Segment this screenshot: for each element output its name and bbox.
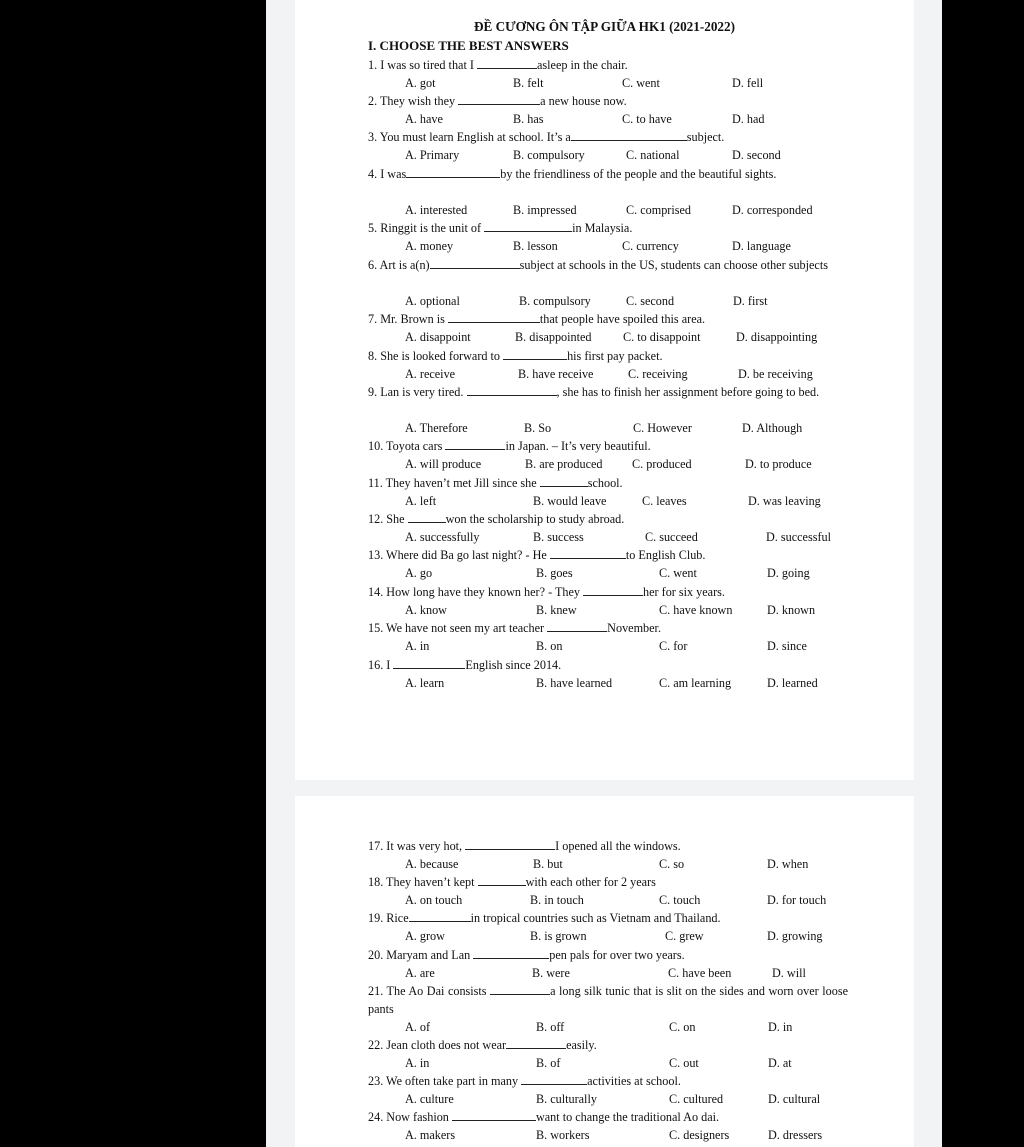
answer-blank	[393, 656, 465, 669]
question-text-continued: , she has to finish her assignment before going to bed.	[556, 385, 820, 399]
question-text: 21. The Ao Dai consists	[368, 984, 491, 998]
option-a: A. culture	[405, 1092, 454, 1106]
option-a: A. will produce	[405, 457, 482, 471]
question-19	[368, 909, 848, 927]
option-b: B. but	[533, 857, 563, 871]
option-c: C. to disappoint	[623, 330, 701, 344]
question-text-continued: easily.	[566, 1038, 597, 1052]
answer-blank	[458, 92, 540, 105]
option-c: C. so	[659, 857, 685, 871]
option-b: B. compulsory	[519, 294, 591, 308]
option-d: D. growing	[767, 929, 823, 943]
option-c: C. have known	[659, 603, 733, 617]
question-text: 24. Now fashion	[368, 1110, 452, 1124]
option-a: A. in	[405, 1056, 430, 1070]
option-b: B. in touch	[530, 893, 584, 907]
option-d: D. cultural	[768, 1092, 821, 1106]
option-a: A. Therefore	[405, 421, 468, 435]
answer-blank	[583, 583, 643, 596]
option-a: A. grow	[405, 929, 445, 943]
question-text-continued: his first pay packet.	[567, 349, 663, 363]
option-a: A. learn	[405, 676, 445, 690]
question-22	[368, 1036, 848, 1054]
document-title: ĐỀ CƯƠNG ÔN TẬP GIỮA HK1 (2021-2022)	[473, 19, 736, 34]
option-a: A. Primary	[405, 148, 460, 162]
question-text-continued: pen pals for over two years.	[549, 948, 685, 962]
option-c: C. comprised	[626, 203, 691, 217]
page-2	[295, 796, 914, 1147]
question-12	[368, 510, 848, 528]
question-text-continued: won the scholarship to study abroad.	[445, 512, 625, 526]
option-d: D. when	[767, 857, 809, 871]
question-text: 1. I was so tired that I	[368, 58, 477, 72]
question-text: 8. She is looked forward to	[368, 349, 504, 363]
option-b: B. lesson	[513, 239, 558, 253]
option-a: A. go	[405, 566, 433, 580]
answer-blank	[540, 474, 588, 487]
answer-blank	[550, 546, 626, 559]
question-text: 14. How long have they known her? - They	[368, 585, 584, 599]
option-d: D. fell	[732, 76, 764, 90]
answer-blank	[521, 1072, 587, 1085]
question-text: 2. They wish they	[368, 94, 459, 108]
option-c: C. second	[626, 294, 675, 308]
option-a: A. of	[405, 1020, 431, 1034]
question-text: 16. I	[368, 658, 394, 672]
question-text-continued: asleep in the chair.	[537, 58, 628, 72]
question-2	[368, 92, 848, 110]
option-b: B. have learned	[536, 676, 613, 690]
question-text: 4. I was	[368, 167, 407, 181]
question-text-continued: a long silk tunic that is slit on the sides and worn over loose pants	[368, 984, 848, 1016]
question-5	[368, 219, 848, 237]
question-15	[368, 619, 848, 637]
option-d: D. disappointing	[736, 330, 818, 344]
option-a: A. know	[405, 603, 447, 617]
option-a: A. have	[405, 112, 443, 126]
option-a: A. because	[405, 857, 459, 871]
option-b: B. success	[533, 530, 584, 544]
option-b: B. off	[536, 1020, 565, 1034]
question-text-continued: in Japan. – It’s very beautiful.	[505, 439, 651, 453]
option-a: A. left	[405, 494, 437, 508]
answer-blank	[408, 510, 446, 523]
option-a: A. receive	[405, 367, 456, 381]
option-a: A. successfully	[405, 530, 480, 544]
question-text: 19. Rice	[368, 911, 409, 925]
page-1	[295, 0, 914, 780]
option-b: B. is grown	[530, 929, 587, 943]
question-text-continued: in tropical countries such as Vietnam and Thailand.	[470, 911, 721, 925]
option-d: D. at	[768, 1056, 792, 1070]
option-c: C. touch	[659, 893, 701, 907]
question-text: 3. You must learn English at school. It’s a	[368, 130, 571, 144]
option-a: A. are	[405, 966, 435, 980]
answer-blank	[445, 437, 505, 450]
question-text-continued: want to change the traditional Ao dai.	[535, 1110, 720, 1124]
option-c: C. designers	[669, 1128, 730, 1142]
question-10	[368, 437, 848, 455]
option-d: D. will	[772, 966, 806, 980]
option-b: B. goes	[536, 566, 573, 580]
question-text: 7. Mr. Brown is	[368, 312, 448, 326]
answer-blank	[490, 982, 550, 995]
question-text: 17. It was very hot,	[368, 839, 466, 853]
question-text-continued: with each other for 2 years	[525, 875, 656, 889]
question-20	[368, 946, 848, 964]
option-c: C. cultured	[669, 1092, 724, 1106]
question-text-continued: activities at school.	[587, 1074, 681, 1088]
question-text-continued: to English Club.	[625, 548, 706, 562]
option-d: D. had	[732, 112, 765, 126]
question-text: 12. She	[368, 512, 408, 526]
option-d: D. learned	[767, 676, 818, 690]
option-c: C. have been	[668, 966, 732, 980]
option-d: D. language	[732, 239, 791, 253]
question-text: 10. Toyota cars	[368, 439, 446, 453]
option-d: D. be receiving	[738, 367, 813, 381]
question-text-continued: a new house now.	[540, 94, 627, 108]
question-text: 23. We often take part in many	[368, 1074, 522, 1088]
option-d: D. for touch	[767, 893, 827, 907]
answer-blank	[409, 909, 471, 922]
option-a: A. optional	[405, 294, 460, 308]
option-a: A. in	[405, 639, 430, 653]
question-text-continued: her for six years.	[643, 585, 725, 599]
question-text: 13. Where did Ba go last night? - He	[368, 548, 550, 562]
option-b: B. has	[513, 112, 544, 126]
option-d: D. known	[767, 603, 816, 617]
option-d: D. in	[768, 1020, 793, 1034]
option-c: C. out	[669, 1056, 699, 1070]
answer-blank	[452, 1108, 536, 1121]
option-c: C. went	[659, 566, 697, 580]
option-c: C. leaves	[642, 494, 687, 508]
question-11	[368, 474, 848, 492]
option-c: C. However	[633, 421, 692, 435]
question-text-continued: subject at schools in the US, students can choose other subjects	[519, 258, 828, 272]
option-c: C. am learning	[659, 676, 732, 690]
option-c: C. receiving	[628, 367, 688, 381]
answer-blank	[547, 619, 607, 632]
question-text-continued: that people have spoiled this area.	[539, 312, 706, 326]
question-13	[368, 546, 848, 564]
option-b: B. of	[536, 1056, 561, 1070]
answer-blank	[465, 837, 555, 850]
option-c: C. grew	[665, 929, 704, 943]
answer-blank	[448, 310, 540, 323]
option-b: B. compulsory	[513, 148, 585, 162]
option-c: C. currency	[622, 239, 679, 253]
answer-blank	[473, 946, 549, 959]
question-7	[368, 310, 848, 328]
option-a: A. got	[405, 76, 436, 90]
option-a: A. money	[405, 239, 454, 253]
option-a: A. on touch	[405, 893, 463, 907]
answer-blank	[406, 165, 500, 178]
question-text: 22. Jean cloth does not wear	[368, 1038, 507, 1052]
option-d: D. corresponded	[732, 203, 813, 217]
option-b: B. have receive	[518, 367, 594, 381]
question-text-continued: subject.	[686, 130, 725, 144]
question-text: 5. Ringgit is the unit of	[368, 221, 485, 235]
answer-blank	[571, 128, 687, 141]
option-b: B. are produced	[525, 457, 603, 471]
option-c: C. succeed	[645, 530, 698, 544]
question-text: 11. They haven’t met Jill since she	[368, 476, 540, 490]
answer-blank	[503, 347, 567, 360]
question-text-continued: I opened all the windows.	[555, 839, 681, 853]
option-b: B. would leave	[533, 494, 607, 508]
answer-blank	[506, 1036, 566, 1049]
question-text: 20. Maryam and Lan	[368, 948, 474, 962]
question-16	[368, 656, 848, 674]
question-24	[368, 1108, 848, 1126]
question-text-continued: English since 2014.	[465, 658, 562, 672]
answer-blank	[477, 56, 537, 69]
option-d: D. since	[767, 639, 807, 653]
question-text-continued: school.	[587, 476, 623, 490]
option-b: B. were	[532, 966, 570, 980]
option-a: A. disappoint	[405, 330, 471, 344]
question-21	[368, 982, 848, 1018]
question-text-continued: by the friendliness of the people and the beautiful sights.	[500, 167, 777, 181]
option-d: D. second	[732, 148, 781, 162]
question-8	[368, 347, 848, 365]
question-6	[368, 256, 848, 274]
option-d: D. going	[767, 566, 810, 580]
option-d: D. dressers	[768, 1128, 823, 1142]
answer-blank	[430, 256, 520, 269]
question-text: 9. Lan is very tired.	[368, 385, 467, 399]
option-c: C. on	[669, 1020, 696, 1034]
section-heading: I. CHOOSE THE BEST ANSWERS	[368, 38, 569, 53]
question-9	[368, 383, 848, 401]
option-d: D. to produce	[745, 457, 812, 471]
option-a: A. makers	[405, 1128, 456, 1142]
question-text: 15. We have not seen my art teacher	[368, 621, 548, 635]
option-c: C. for	[659, 639, 688, 653]
option-c: C. to have	[622, 112, 672, 126]
question-14	[368, 583, 848, 601]
option-d: D. successful	[766, 530, 831, 544]
answer-blank	[478, 873, 526, 886]
option-b: B. workers	[536, 1128, 590, 1142]
option-c: C. produced	[632, 457, 692, 471]
option-b: B. culturally	[536, 1092, 597, 1106]
question-23	[368, 1072, 848, 1090]
option-b: B. on	[536, 639, 563, 653]
question-17	[368, 837, 848, 855]
question-1	[368, 56, 848, 74]
option-b: B. So	[524, 421, 552, 435]
question-text-continued: November.	[607, 621, 661, 635]
question-text-continued: in Malaysia.	[572, 221, 633, 235]
question-text: 18. They haven’t kept	[368, 875, 478, 889]
question-18	[368, 873, 848, 891]
option-d: D. was leaving	[748, 494, 821, 508]
option-b: B. knew	[536, 603, 577, 617]
option-b: B. impressed	[513, 203, 577, 217]
option-b: B. disappointed	[515, 330, 592, 344]
answer-blank	[484, 219, 572, 232]
option-b: B. felt	[513, 76, 544, 90]
question-text: 6. Art is a(n)	[368, 258, 430, 272]
question-4	[368, 165, 848, 183]
option-d: D. first	[733, 294, 768, 308]
option-a: A. interested	[405, 203, 468, 217]
option-d: D. Although	[742, 421, 803, 435]
answer-blank	[467, 383, 557, 396]
option-c: C. national	[626, 148, 680, 162]
question-3	[368, 128, 848, 146]
option-c: C. went	[622, 76, 660, 90]
